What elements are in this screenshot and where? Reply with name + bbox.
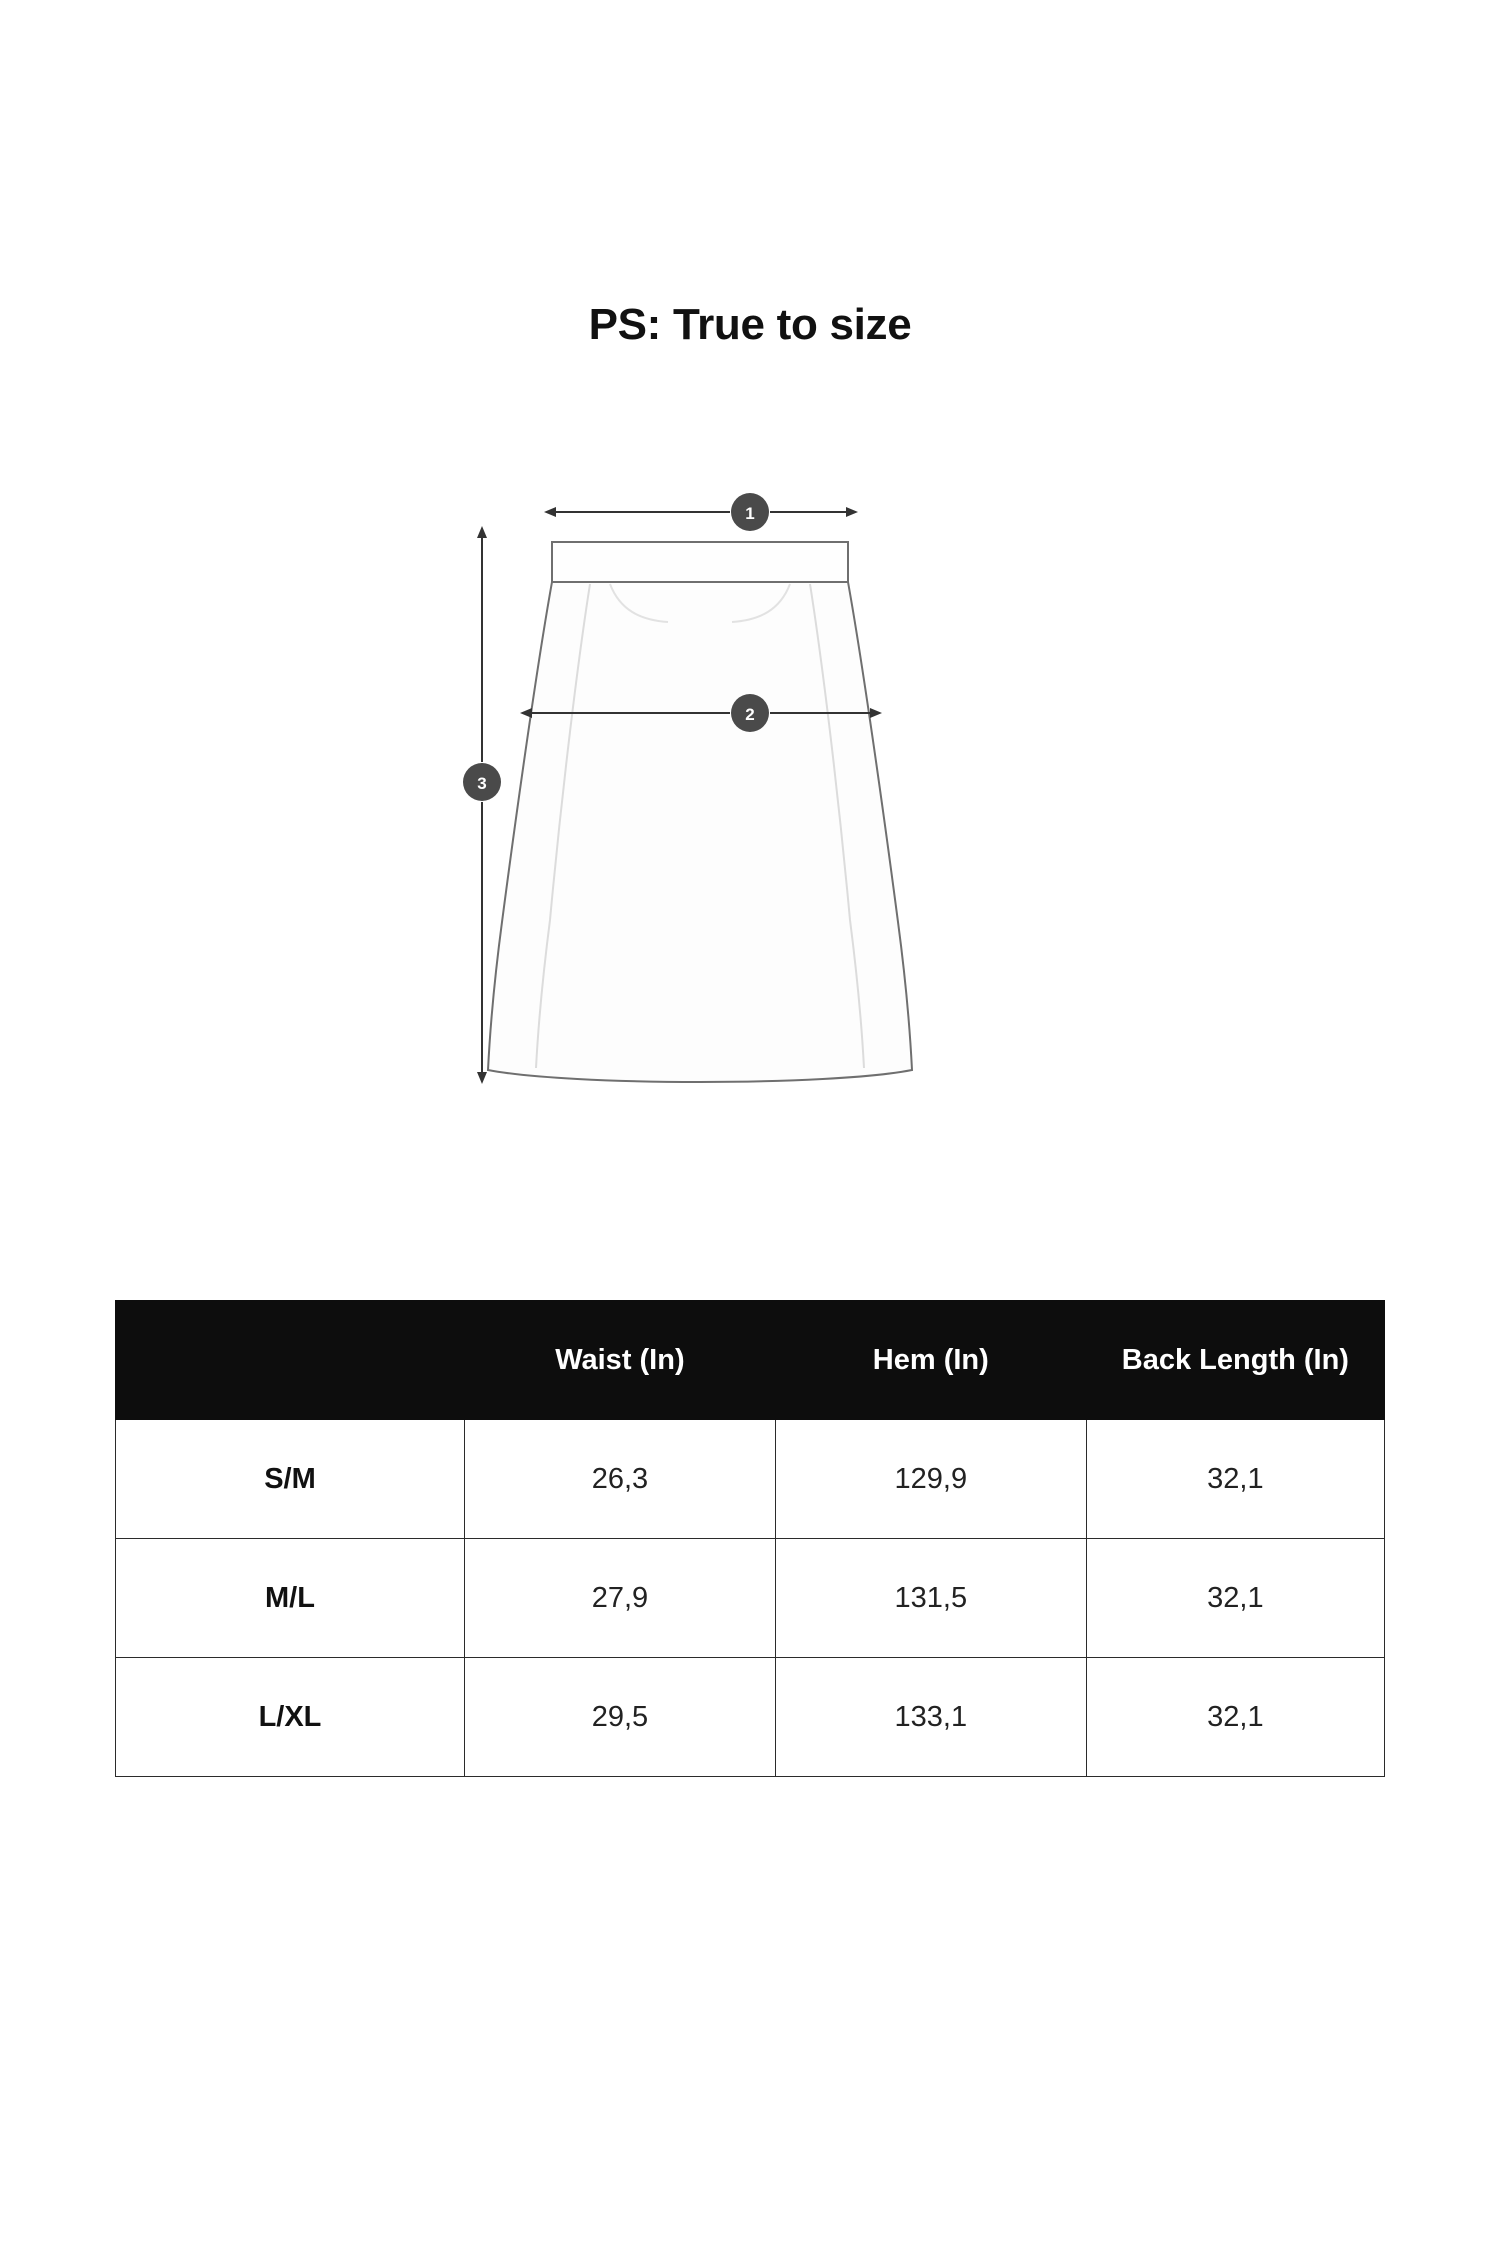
skirt-measurement-diagram — [440, 470, 1060, 1150]
row-hem-value: 133,1 — [775, 1658, 1086, 1777]
table-row — [116, 1658, 1385, 1777]
callout-3-badge — [463, 763, 501, 801]
row-back-length-value: 32,1 — [1086, 1658, 1384, 1777]
size-table — [115, 1300, 1385, 1777]
row-back-length-value: 32,1 — [1086, 1420, 1384, 1539]
row-hem-value: 131,5 — [775, 1539, 1086, 1658]
table-header-corner — [116, 1301, 465, 1420]
row-hem-value: 129,9 — [775, 1420, 1086, 1539]
table-row — [116, 1539, 1385, 1658]
row-back-length-value: 32,1 — [1086, 1539, 1384, 1658]
row-waist-value: 26,3 — [464, 1420, 775, 1539]
table-header-back-length: Back Length (In) — [1086, 1301, 1384, 1420]
table-row — [116, 1420, 1385, 1539]
size-table-container — [115, 1300, 1385, 1777]
diagram-container — [0, 470, 1500, 1150]
row-waist-value: 27,9 — [464, 1539, 775, 1658]
callout-2-badge — [731, 694, 769, 732]
svg-text:2: 2 — [745, 705, 755, 724]
back-length-dimension-line — [477, 526, 487, 1084]
table-header-row — [116, 1301, 1385, 1420]
page-title: PS: True to size — [588, 300, 912, 349]
table-header-hem: Hem (In) — [775, 1301, 1086, 1420]
row-size-label: S/M — [116, 1420, 465, 1539]
svg-text:1: 1 — [745, 504, 755, 523]
waist-dimension-line — [544, 507, 858, 517]
row-size-label: M/L — [116, 1539, 465, 1658]
callout-1-badge — [731, 493, 769, 531]
row-size-label: L/XL — [116, 1658, 465, 1777]
skirt-illustration — [488, 542, 912, 1082]
svg-text:3: 3 — [477, 774, 487, 793]
table-header-waist: Waist (In) — [464, 1301, 775, 1420]
row-waist-value: 29,5 — [464, 1658, 775, 1777]
